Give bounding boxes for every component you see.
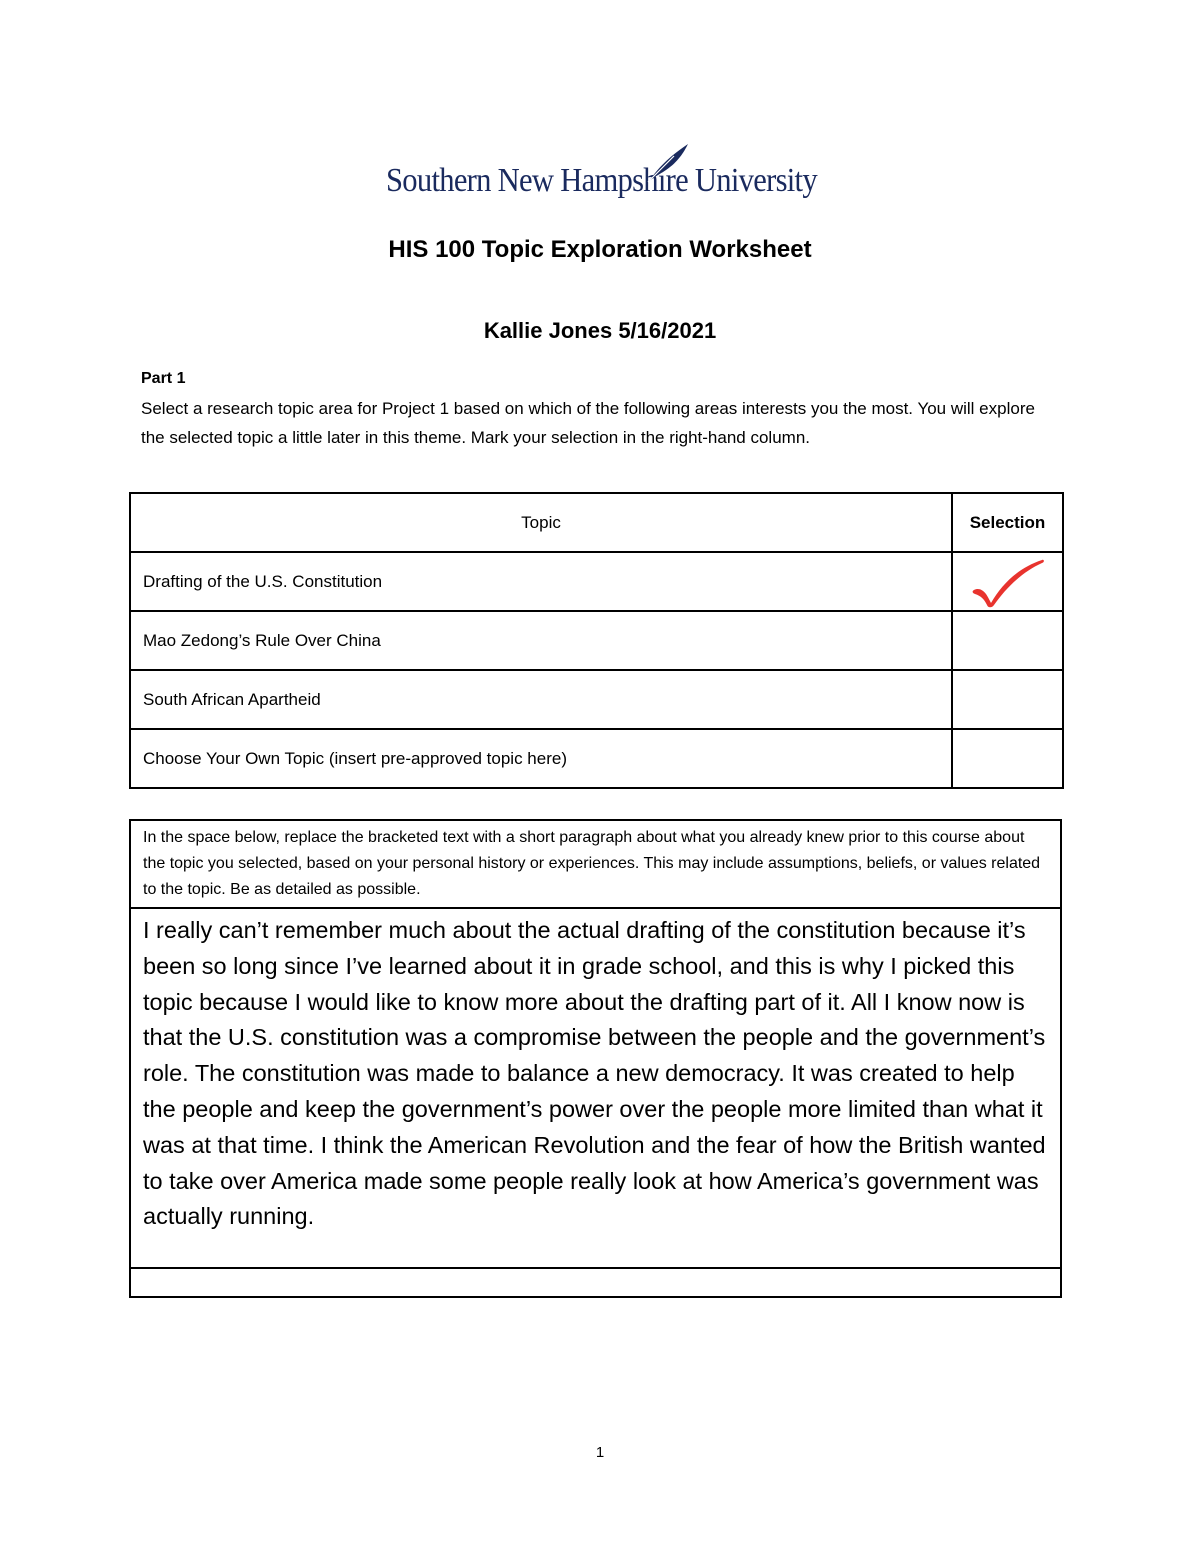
table-row (130, 552, 1063, 611)
divider (131, 1267, 1060, 1269)
part-label: Part 1 (141, 370, 186, 387)
header-topic: Topic (130, 493, 952, 552)
topic-cell: Mao Zedong’s Rule Over China (130, 611, 952, 670)
selection-cell[interactable] (952, 552, 1063, 611)
worksheet-title: HIS 100 Topic Exploration Worksheet (388, 236, 812, 263)
topic-table (129, 492, 1064, 789)
university-logo (386, 142, 816, 210)
checkmark-icon (970, 556, 1046, 608)
divider (131, 907, 1060, 909)
table-row (130, 670, 1063, 729)
selection-cell[interactable] (952, 729, 1063, 788)
topic-cell: Choose Your Own Topic (insert pre-approved topic here) (130, 729, 952, 788)
table-row (130, 729, 1063, 788)
page-number: 1 (595, 1444, 605, 1461)
table-row (130, 611, 1063, 670)
header-selection: Selection (952, 493, 1063, 552)
part-instructions: Select a research topic area for Project 1 based on which of the following areas interests you the most. You will explore the selected topic a little later in this theme. Mark your selection in the right-hand column. (141, 399, 1035, 447)
author-line: Kallie Jones 5/16/2021 (483, 318, 717, 343)
table-header-row (130, 493, 1063, 552)
reflection-prompt: In the space below, replace the bracketed text with a short paragraph about what you already knew prior to this course about the topic you selected, based on your personal history or experiences. This may include assumptions, beliefs, or values related to the topic. Be as detailed as possible. (143, 829, 1041, 898)
reflection-answer[interactable]: I really can’t remember much about the actual drafting of the constitution because it’s been so long since I’ve learned about it in grade school, and this is why I picked this topic because I would like to know more about the drafting part of it. All I know now is that the U.S. constitution was a compromise between the people and the government’s role. The constitution was made to balance a new democracy. It was created to help the people and keep the government’s power over the people more limited than what it was at that time. I think the American Revolution and the fear of how the British wanted to take over America made some people really look at how America’s government was actually running. (143, 917, 1046, 1230)
logo-text: Southern New Hampshire University (386, 162, 817, 199)
topic-cell: Drafting of the U.S. Constitution (130, 552, 952, 611)
selection-cell[interactable] (952, 670, 1063, 729)
reflection-box (129, 819, 1062, 1298)
feather-icon (644, 142, 692, 184)
topic-cell: South African Apartheid (130, 670, 952, 729)
selection-cell[interactable] (952, 611, 1063, 670)
